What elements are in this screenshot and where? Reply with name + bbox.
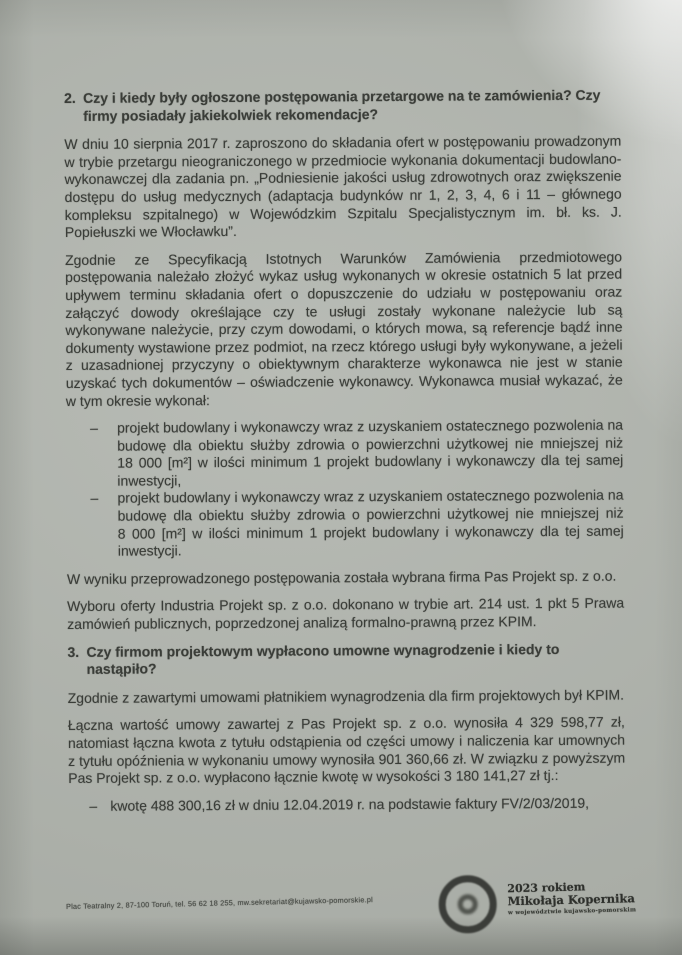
payments-list [68, 794, 625, 815]
paragraph-payer: Zgodnie z zawartymi umowami płatnikiem wynagrodzenia dla firm projektowych był KPIM. [67, 686, 625, 706]
logo-year-line: 2023 rokiem [507, 880, 586, 896]
paragraph-selection-mode: Wyboru oferty Industria Projekt sp. z o.o. dokonano w trybie art. 214 ust. 1 pkt 5 Prawa zamówień publicznych, poprzedzonej analizą formalno-prawną przez KPIM. [67, 595, 625, 633]
question-2-heading [64, 87, 621, 126]
copernicus-logo-center-icon [457, 894, 477, 914]
logo-region-line: w województwie kujawsko-pomorskim [507, 907, 637, 917]
payment-1-text: kwotę 488 300,16 zł w dniu 12.04.2019 r. na podstawie faktury FV/2/03/2019, [110, 794, 590, 814]
question-3-text: Czy firmom projektowym wypłacono umowne wynagrodzenie i kiedy to nastąpiło? [86, 640, 560, 678]
question-2-text: Czy i kiedy były ogłoszone postępowania przetargowe na te zamówienia? Czy firmy posiadały jakiekolwiek rekomendacje? [82, 86, 601, 124]
requirements-list [66, 417, 624, 561]
paragraph-tender-invitation: W dniu 10 sierpnia 2017 r. zaproszono do składania ofert w postępowaniu prowadzonym w trybie przetargu nieograniczonego w przedmiocie wykonania dokumentacji budowlano-wykonawczej dla zadania pn. „Podniesienie jakości usług zdrowotnych oraz zwiększenie dostępu do usług medycznych (adaptacja budynków nr 1, 2, 3, 4, 6 i 11 – głównego kompleksu szpitalnego) w Wojewódzkim Szpitalu Specjalistycznym im. bł. ks. J. Popiełuszki we Włocławku”. [64, 132, 622, 241]
paragraph-selected-company: W wyniku przeprowadzonego postępowania została wybrana firma Pas Projekt sp. z o.o. [66, 567, 617, 587]
paragraph-siwz-requirements: Zgodnie ze Specyfikacją Istotnych Warunków Zamówienia przedmiotowego postępowania należało złożyć wykaz usług wykonanych w okresie ostatnich 5 lat przed upływem terminu składania ofert o dopuszczenie do udziału w postępowaniu oraz załączyć dowody określające czy te usługi zostały wykonane należycie lub są wykonywane należycie, przy czym dowodami, o których mowa, są referencje bądź inne dokumenty wystawione przez podmiot, na rzecz którego usługi były wykonywane, a jeżeli z uzasadnionej przyczyny o obiektywnym charakterze wykonawca nie jest w stanie uzyskać tych dokumentów – oświadczenie wykonawcy. Wykonawca musiał wykazać, że w tym okresie wykonał: [64, 248, 623, 409]
question-3-heading [67, 640, 624, 679]
question-3-number: 3. [67, 643, 80, 660]
dash-bullet-icon: – [90, 490, 99, 507]
requirement-2-text: projekt budowlany i wykonawczy wraz z uzyskaniem ostatecznego pozwolenia na budowę dla obiektu służby zdrowia o powierzchni użytkowej nie mniejszej niż 8 000 [m²] w ilości minimum 1 projekt budowlany i wykonawczy dla tej samej inwestycji. [117, 487, 624, 559]
dash-bullet-icon: – [90, 419, 98, 436]
paragraph-contract-amounts: Łączna wartość umowy zawartej z Pas Projekt sp. z o.o. wynosiła 4 329 598,77 zł, natomiast łączna kwota z tytułu odstąpienia od części umowy i naliczenia kar umownych z tytułu opóźnienia w wykonaniu umowy wynosiła 901 360,66 zł. W związku z powyższym Pas Projekt sp. z o.o. wypłacono łącznie kwotę w wysokości 3 180 141,27 zł tj.: [67, 713, 626, 787]
list-item [89, 794, 625, 815]
copernicus-logo-text [507, 871, 636, 916]
requirement-1-text: projekt budowlany i wykonawczy wraz z uzyskaniem ostatecznego pozwolenia na budowę dla obiektu służby zdrowia o powierzchni użytkowej nie mniejszej niż 18 000 [m²] w ilości minimum 1 projekt budowlany i wykonawczy dla tej samej inwestycji, [117, 416, 624, 489]
copernicus-logo-icon [438, 875, 497, 934]
footer-address: Plac Teatralny 2, 87-100 Toruń, tel. 56 62 18 255, mw.sekretariat@kujawsko-pomorskie.pl [66, 895, 373, 911]
dash-bullet-icon: – [89, 797, 98, 814]
question-2-number: 2. [64, 89, 76, 106]
copernicus-2023-logo [438, 871, 637, 934]
letter-body [64, 87, 625, 816]
logo-name-line: Mikołaja Kopernika [507, 891, 635, 909]
list-item [90, 417, 623, 491]
list-item [90, 487, 623, 561]
